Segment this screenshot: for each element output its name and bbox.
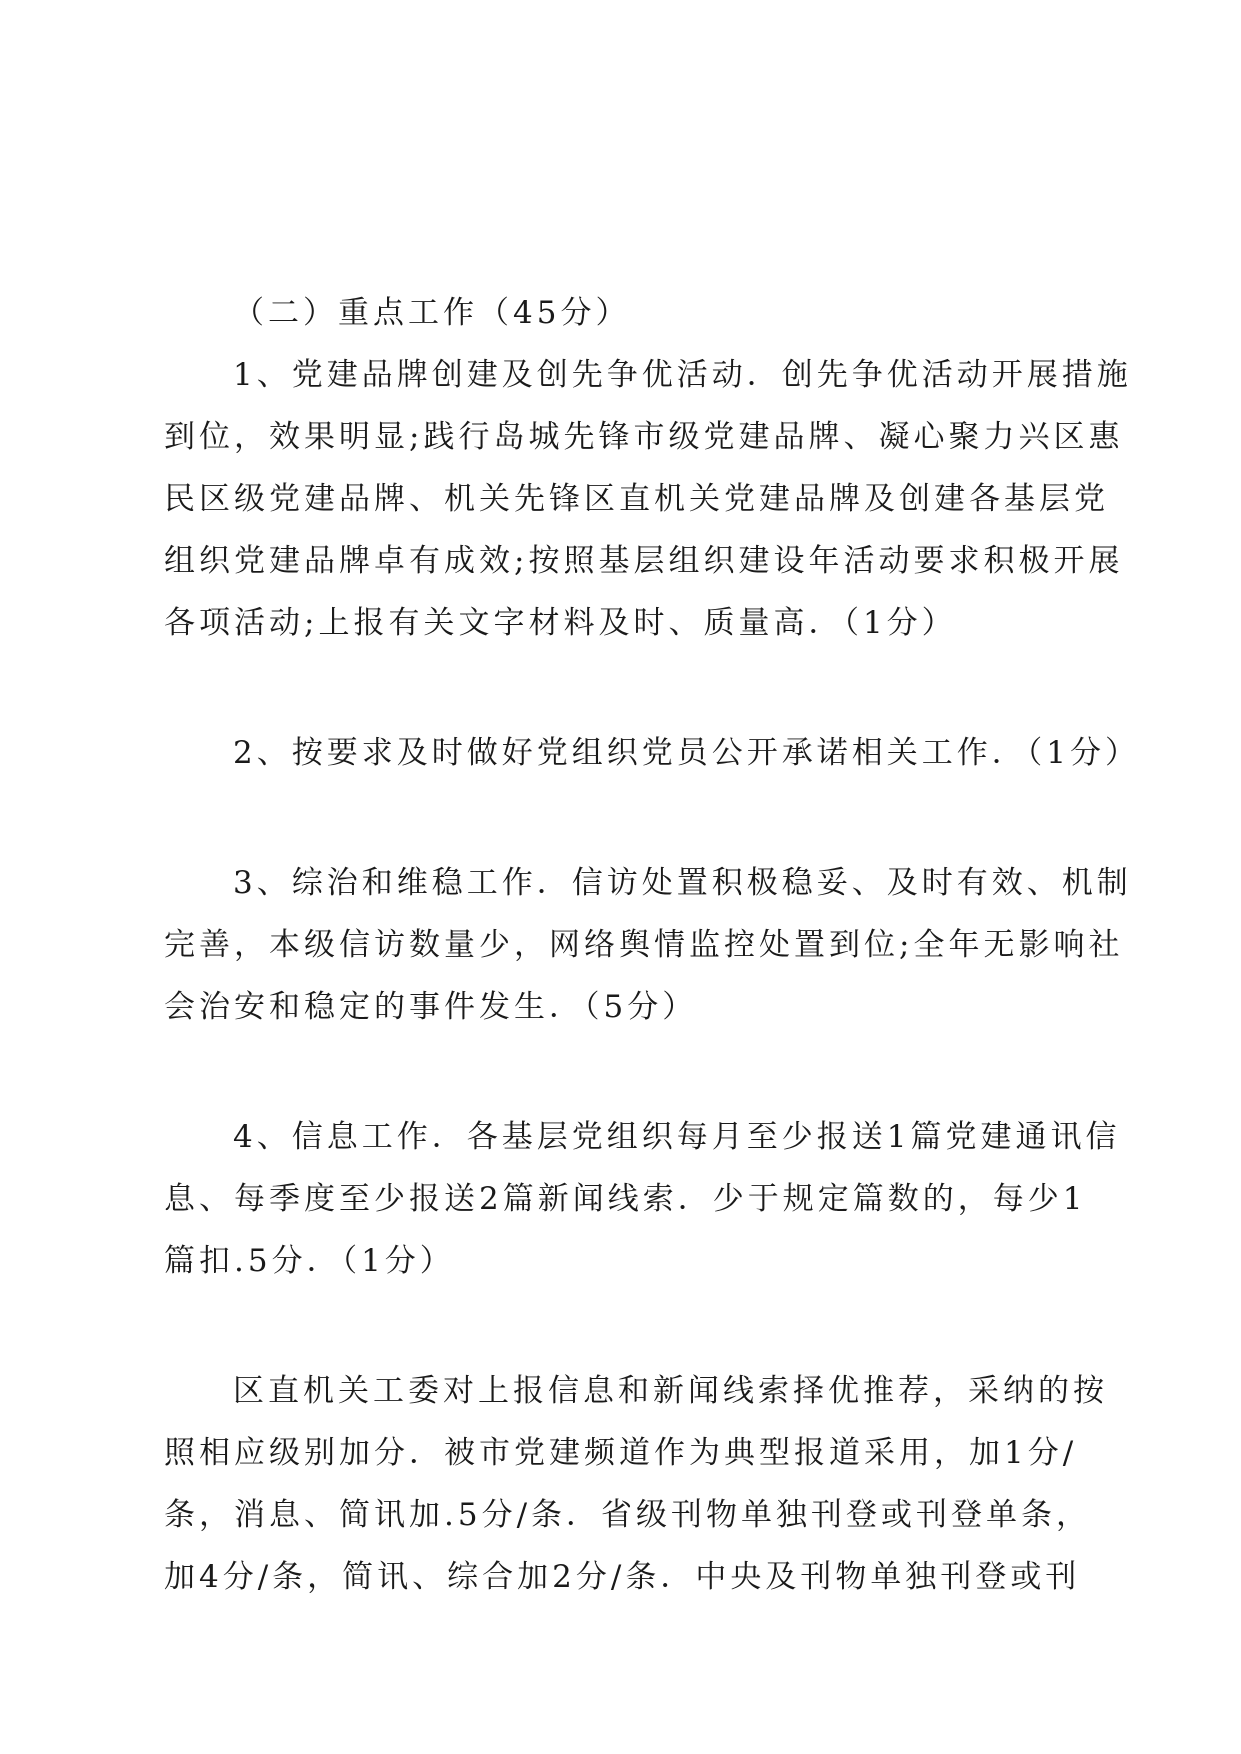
paragraph-line: 到位，效果明显;践行岛城先锋市级党建品牌、凝心聚力兴区惠 [164,419,1124,455]
paragraph-line: 2、按要求及时做好党组织党员公开承诺相关工作．（1分） [233,735,1140,771]
paragraph-line: 篇扣.5分．（1分） [164,1243,455,1279]
paragraph-3 [164,852,1132,1038]
paragraph-line: 加4分/条，简讯、综合加2分/条．中央及刊物单独刊登或刊 [164,1559,1081,1595]
paragraph-line: 3、综治和维稳工作．信访处置积极稳妥、及时有效、机制 [233,865,1132,901]
paragraph-line: 条，消息、简讯加.5分/条．省级刊物单独刊登或刊登单条， [164,1497,1092,1533]
heading-text: （二）重点工作（45分） [233,295,631,331]
section-heading [164,282,1084,344]
paragraph-2 [164,722,1140,784]
paragraph-line: 各项活动;上报有关文字材料及时、质量高．（1分） [164,605,957,641]
paragraph-line: 完善，本级信访数量少，网络舆情监控处置到位;全年无影响社 [164,927,1124,963]
document-body [164,282,1140,1608]
paragraph-line: 组织党建品牌卓有成效;按照基层组织建设年活动要求积极开展 [164,543,1124,579]
paragraph-line: 4、信息工作．各基层党组织每月至少报送1篇党建通讯信 [233,1119,1121,1155]
paragraph-spacer [164,1292,1084,1360]
paragraph-line: 息、每季度至少报送2篇新闻线索．少于规定篇数的，每少1 [164,1181,1087,1217]
paragraph-1 [164,344,1132,654]
paragraph-spacer [164,654,1084,722]
paragraph-4 [164,1106,1121,1292]
paragraph-line: 民区级党建品牌、机关先锋区直机关党建品牌及创建各基层党 [164,481,1109,517]
paragraph-5 [164,1360,1108,1608]
paragraph-line: 1、党建品牌创建及创先争优活动．创先争优活动开展措施 [233,357,1132,393]
paragraph-line: 会治安和稳定的事件发生．（5分） [164,989,698,1025]
paragraph-spacer [164,784,1084,852]
paragraph-line: 照相应级别加分．被市党建频道作为典型报道采用，加1分/ [164,1435,1078,1471]
paragraph-spacer [164,1038,1084,1106]
paragraph-line: 区直机关工委对上报信息和新闻线索择优推荐，采纳的按 [233,1373,1108,1409]
